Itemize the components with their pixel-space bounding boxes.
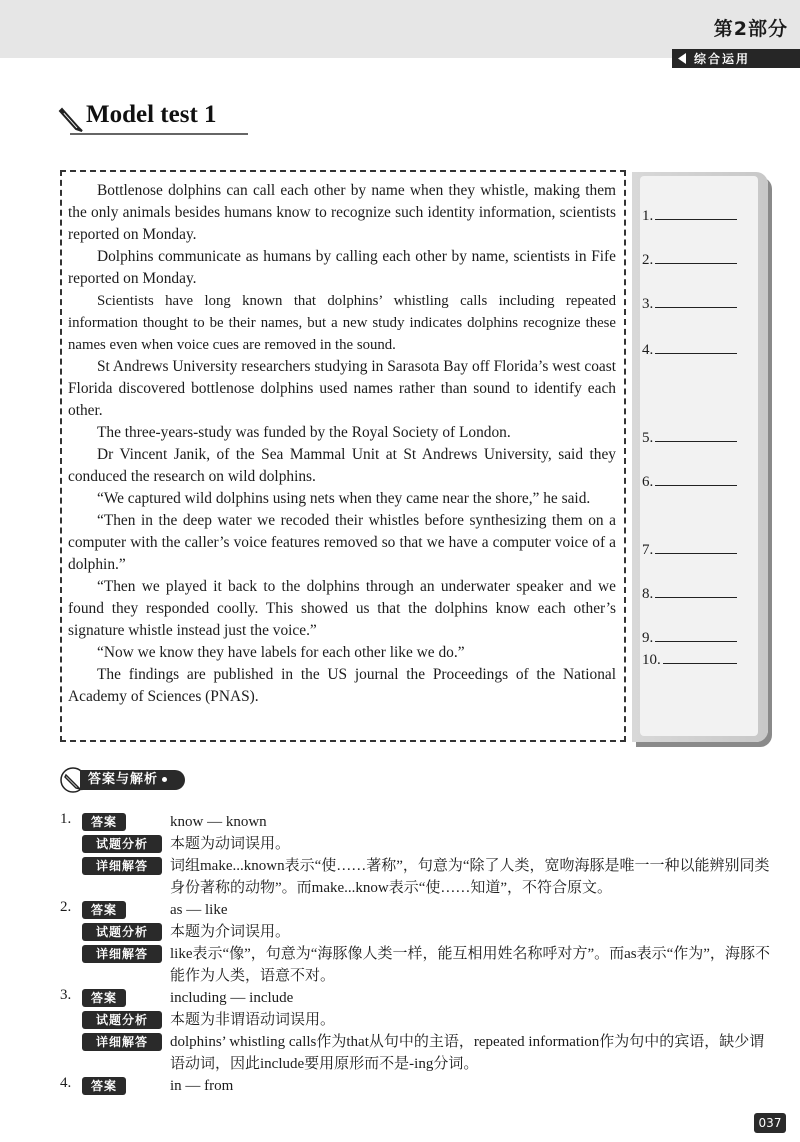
part-subtitle: 综合运用: [694, 52, 751, 66]
analysis-tag: 试题分析: [82, 1011, 162, 1029]
passage-paragraph: Dr Vincent Janik, of the Sea Mammal Unit at St Andrews University, said they conduced the research on wild dolphins.: [68, 446, 616, 485]
passage-paragraph: Dolphins communicate as humans by calling each other by name, scientists in Fife reported on Monday.: [68, 248, 616, 287]
item-number: 1.: [60, 811, 72, 827]
answers-heading-label: [80, 770, 185, 790]
title-underline: [70, 133, 248, 135]
passage-paragraph: Scientists have long known that dolphins’ whistling calls including repeated information thought to be their names, but a new study indicates dolphins recognize these names even when voice cues are removed in the sound.: [68, 293, 616, 353]
item-number: 2.: [60, 899, 72, 915]
blank-3[interactable]: [642, 293, 752, 313]
detail-tag: 详细解答: [82, 1033, 162, 1051]
answer-text: including — include: [170, 990, 294, 1006]
passage-paragraph: St Andrews University researchers studying in Sarasota Bay off Florida’s west coast Florida discovered bottlenose dolphins used names rather than sound to identify each other.: [68, 358, 616, 419]
passage: [68, 180, 616, 708]
pencil-icon: [58, 103, 86, 133]
blank-6[interactable]: [642, 471, 752, 491]
answer-tag: 答案: [82, 989, 126, 1007]
passage-paragraph: “We captured wild dolphins using nets when they came near the shore,” he said.: [97, 490, 591, 507]
blank-2[interactable]: [642, 249, 752, 269]
blank-number: 5.: [642, 430, 654, 446]
blank-number: 4.: [642, 342, 654, 358]
analysis-tag: 试题分析: [82, 923, 162, 941]
answers-heading: [60, 767, 210, 793]
part-title: 第2部分: [713, 18, 788, 40]
arrow-left-icon: [678, 53, 686, 64]
answer-text: in — from: [170, 1078, 234, 1094]
blank-number: 8.: [642, 586, 654, 602]
analysis-tag: 试题分析: [82, 835, 162, 853]
detail-text: 词组make...known表示“使……著称”，句意为“除了人类，宽吻海豚是唯一一种以能辨别同类身份著称的动物”。而make...know表示“使……知道”，不符合原文。: [170, 858, 770, 896]
part-subtitle-tab: [672, 49, 800, 68]
detail-text: dolphins’ whistling calls作为that从句中的主语，repeated information作为句中的宾语，缺少谓语动词，因此include要用原形而不是-ing分词。: [170, 1034, 765, 1072]
passage-paragraph: The findings are published in the US journal the Proceedings of the National Academy of Sciences (PNAS).: [68, 666, 616, 705]
analysis-text: 本题为介词误用。: [170, 924, 291, 940]
blank-8[interactable]: [642, 583, 752, 603]
blank-number: 1.: [642, 208, 654, 224]
answer-text: know — known: [170, 814, 267, 830]
blank-1[interactable]: [642, 205, 752, 225]
item-number: 4.: [60, 1075, 72, 1091]
blank-7[interactable]: [642, 539, 752, 559]
analysis-text: 本题为动词误用。: [170, 836, 291, 852]
answer-tag: 答案: [82, 901, 126, 919]
blank-number: 10.: [642, 652, 661, 668]
item-number: 3.: [60, 987, 72, 1003]
page-number: 037: [754, 1113, 786, 1133]
blank-number: 2.: [642, 252, 654, 268]
detail-tag: 详细解答: [82, 945, 162, 963]
detail-tag: 详细解答: [82, 857, 162, 875]
passage-paragraph: Bottlenose dolphins can call each other by name when they whistle, making them the only animals besides humans know to recognize such identity information, scientists reported on Monday.: [68, 182, 616, 243]
passage-paragraph: The three-years-study was funded by the Royal Society of London.: [97, 424, 511, 441]
blank-number: 6.: [642, 474, 654, 490]
dot-icon: [162, 777, 167, 782]
blank-5[interactable]: [642, 427, 752, 447]
passage-paragraph: “Now we know they have labels for each other like we do.”: [97, 644, 465, 661]
blank-10[interactable]: [642, 649, 752, 669]
answer-text: as — like: [170, 902, 228, 918]
analysis-text: 本题为非谓语动词误用。: [170, 1012, 336, 1028]
detail-text: like表示“像”，句意为“海豚像人类一样，能互相用姓名称呼对方”。而as表示“作为”，海豚不能作为人类，语意不对。: [170, 946, 770, 984]
answer-tag: 答案: [82, 1077, 126, 1095]
passage-paragraph: “Then in the deep water we recoded their whistles before synthesizing them on a computer with the caller’s voice features removed so that we have a computer voice of a dolphin.”: [68, 512, 616, 573]
answers-heading-text: 答案与解析: [88, 772, 159, 787]
blank-number: 7.: [642, 542, 654, 558]
passage-paragraph: “Then we played it back to the dolphins through an underwater speaker and we found they responded coolly. This showed us that the dolphins know each other’s signature whistle instead just the voice.”: [68, 578, 616, 639]
answer-tag: 答案: [82, 813, 126, 831]
blank-9[interactable]: [642, 627, 752, 647]
model-test-title: Model test 1: [86, 101, 217, 128]
blank-4[interactable]: [642, 339, 752, 359]
blank-number: 9.: [642, 630, 654, 646]
blank-number: 3.: [642, 296, 654, 312]
